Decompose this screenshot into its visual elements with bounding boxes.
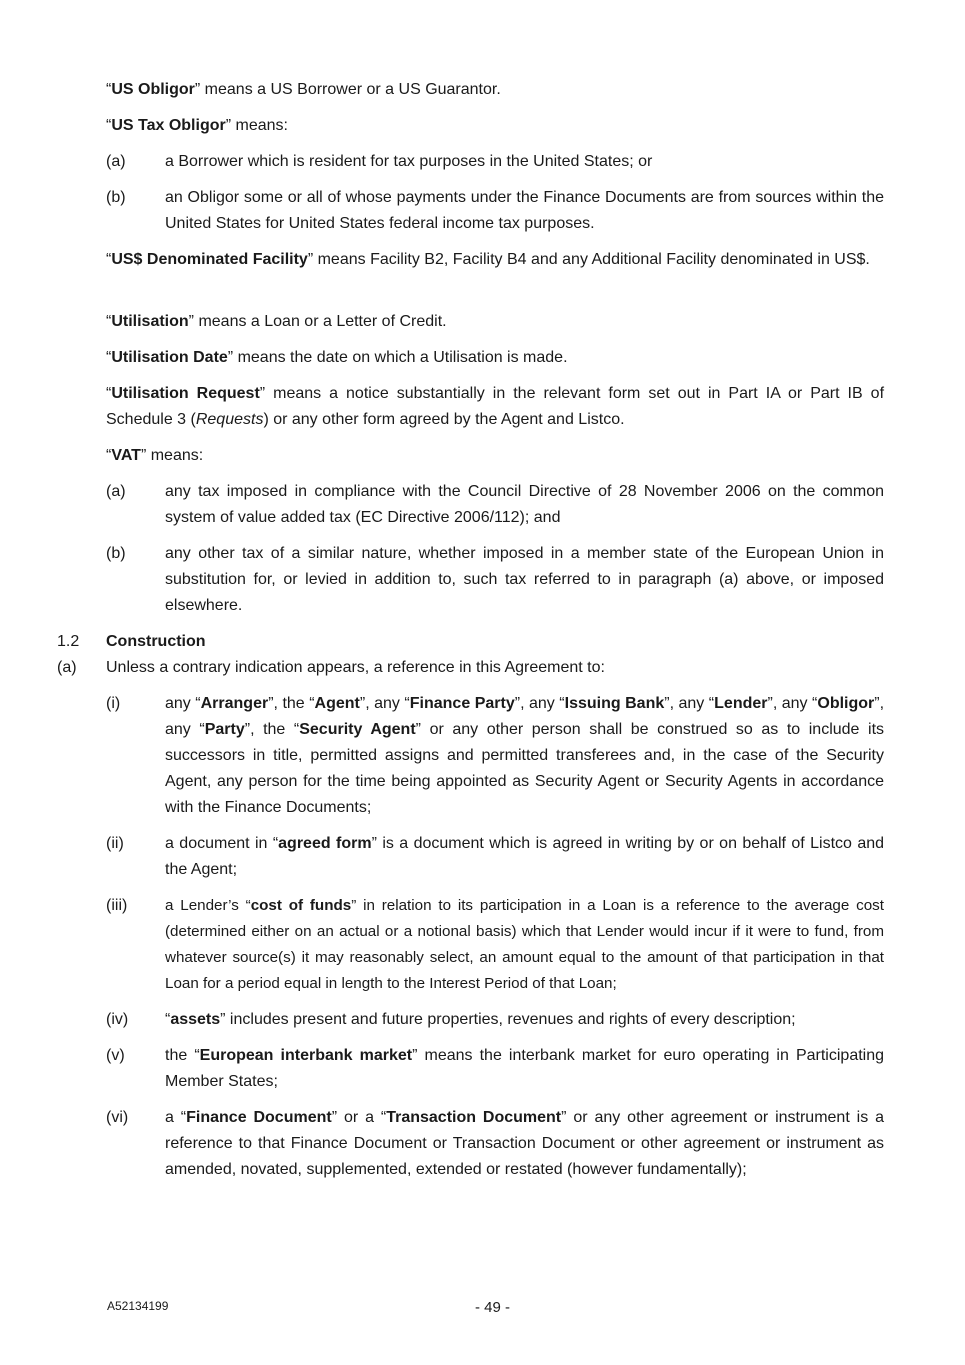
definition-us-tax-obligor: “US Tax Obligor” means: <box>106 117 288 134</box>
list-label: (b) <box>106 545 126 562</box>
document-reference: A52134199 <box>107 1299 169 1313</box>
list-item-text: a Lender’s “cost of funds” in relation to its participation in a Loan is a reference to the average cost (determined either on an actual or a notional basis) which that Lender would incur if it were to fund, from whatever source(s) it may reasonably select, an amount equal to the amount of that participation in that Loan for a period equal in length to the Interest Period of that Loan; <box>165 897 884 992</box>
list-label: (i) <box>106 695 121 712</box>
list-label: (a) <box>106 483 126 500</box>
list-label: (iv) <box>106 1011 129 1028</box>
list-item-text: the “European interbank market” means the interbank market for euro operating in Participating Member States; <box>165 1047 885 1090</box>
list-item-text: “assets” includes present and future properties, revenues and rights of every description; <box>165 1011 796 1028</box>
definition-us-obligor: “US Obligor” means a US Borrower or a US Guarantor. <box>106 81 501 98</box>
list-item-text: a document in “agreed form” is a document which is agreed in writing by or on behalf of Listco and the Agent; <box>165 835 885 878</box>
paragraph-text: Unless a contrary indication appears, a reference in this Agreement to: <box>106 659 605 676</box>
list-item-text: any other tax of a similar nature, whether imposed in a member state of the European Union in substitution for, or levied in addition to, such tax referred to in paragraph (a) above, or imposed elsewhere. <box>165 545 884 614</box>
list-label: (iii) <box>106 897 128 914</box>
list-item-text: a “Finance Document” or a “Transaction Document” or any other agreement or instrument is a reference to that Finance Document or Transaction Document or other agreement or instrument as amended, novated, supplemented, extended or restated (however fundamentally); <box>165 1109 885 1178</box>
definition-utilisation: “Utilisation” means a Loan or a Letter of Credit. <box>106 313 447 330</box>
list-label: (a) <box>57 659 77 676</box>
section-number: 1.2 <box>57 633 80 650</box>
list-item-text: an Obligor some or all of whose payments under the Finance Documents are from sources within the United States for United States federal income tax purposes. <box>165 189 884 232</box>
section-title: Construction <box>106 633 206 650</box>
definition-vat: “VAT” means: <box>106 447 204 464</box>
list-label: (v) <box>106 1047 125 1064</box>
list-item-text: a Borrower which is resident for tax purposes in the United States; or <box>165 153 653 170</box>
list-label: (b) <box>106 189 126 206</box>
definition-usd-facility: “US$ Denominated Facility” means Facility B2, Facility B4 and any Additional Facility denominated in US$. <box>106 251 870 268</box>
definition-utilisation-request: “Utilisation Request” means a notice substantially in the relevant form set out in Part IA or Part IB of Schedule 3 (Requests) or any other form agreed by the Agent and Listco. <box>106 385 885 428</box>
list-item-text: any “Arranger”, the “Agent”, any “Finance Party”, any “Issuing Bank”, any “Lender”, any “Obligor”, any “Party”, the “Security Agent” or any other person shall be construed so as to include its successors in title, permitted assigns and permitted transferees and, in the case of the Security Agent, any person for the time being appointed as Security Agent or Security Agents in accordance with the Finance Documents; <box>165 695 885 816</box>
list-label: (a) <box>106 153 126 170</box>
definition-utilisation-date: “Utilisation Date” means the date on which a Utilisation is made. <box>106 349 568 366</box>
page-number: - 49 - <box>475 1299 511 1316</box>
list-label: (vi) <box>106 1109 129 1126</box>
list-item-text: any tax imposed in compliance with the Council Directive of 28 November 2006 on the common system of value added tax (EC Directive 2006/112); and <box>165 483 884 526</box>
list-label: (ii) <box>106 835 124 852</box>
